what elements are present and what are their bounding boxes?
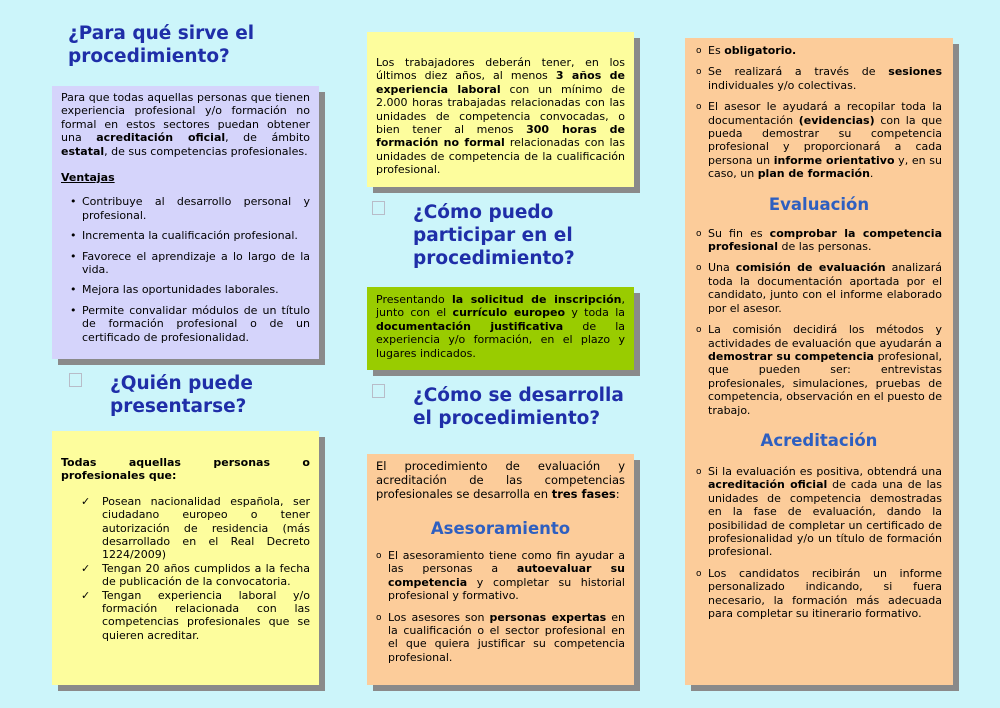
requisito-item: ✓ Tengan 20 años cumplidos a la fecha de publicación de la convocatoria. xyxy=(81,561,310,589)
heading-como-desarrolla: ¿Cómo se desarrolla el procedimiento? xyxy=(413,385,624,429)
evaluacion-list xyxy=(696,227,942,417)
box-quien-puede xyxy=(52,431,319,685)
box-fases xyxy=(367,454,634,685)
checkbox-como-participar-icon xyxy=(372,201,385,215)
asesoramiento-title: Asesoramiento xyxy=(430,519,571,538)
ventaja-item: • Incrementa la cualificación profesional. xyxy=(61,229,310,242)
asesoramiento-detalle-list xyxy=(696,44,942,181)
ventaja-item: • Favorece el aprendizaje a lo largo de la vida. xyxy=(61,250,310,277)
asesoramiento-detalle-item: o El asesor le ayudará a recopilar toda la documentación (evidencias) con la que pueda demostrar su competencia profesional y proporcionará a cada persona un informe orientativo y, en su caso, un plan de formación. xyxy=(696,100,942,180)
acreditacion-item: o Los candidatos recibirán un informe personalizado indicando, si fuera necesario, la formación más adecuada para completar su itinerario formativo. xyxy=(696,567,942,621)
asesoramiento-item: o El asesoramiento tiene como fin ayudar a las personas a autoevaluar su competencia y completar su historial profesional y formativo. xyxy=(376,549,625,603)
asesoramiento-detalle-item: o Es obligatorio. xyxy=(696,44,942,57)
acreditacion-title: Acreditación xyxy=(760,430,878,450)
ventaja-item: • Permite convalidar módulos de un título de formación profesional o de un certificado de profesionalidad. xyxy=(61,304,310,344)
heading-como-participar: ¿Cómo puedo participar en el procedimiento? xyxy=(413,202,575,269)
asesoramiento-item: o Los asesores son personas expertas en la cualificación o el sector profesional en el que quiera justificar su competencia profesional. xyxy=(376,611,625,665)
box-fases-detalle xyxy=(685,38,953,685)
evaluacion-item: o Una comisión de evaluación analizará toda la documentación aportada por el candidato, junto con el informe elaborado por el asesor. xyxy=(696,261,942,315)
box-para-que-sirve xyxy=(52,86,319,359)
para-que-intro: Para que todas aquellas personas que tienen experiencia profesional y/o formación no formal en estos sectores puedan obtener una acreditación oficial, de ámbito estatal, de sus competencias profesionales. xyxy=(61,91,311,158)
heading-para-que-sirve: ¿Para qué sirve el procedimiento? xyxy=(68,23,255,67)
check-icon: ✓ xyxy=(81,561,91,575)
box-como-participar xyxy=(367,287,634,370)
quien-intro: Todas aquellas personas o profesionales que: xyxy=(61,456,310,483)
box-requisitos-experiencia xyxy=(367,32,634,187)
checkbox-como-desarrolla-icon xyxy=(372,384,385,398)
requisitos-list xyxy=(61,495,310,642)
asesoramiento-list xyxy=(376,549,625,664)
ventaja-item: • Contribuye al desarrollo personal y profesional. xyxy=(61,195,310,222)
acreditacion-list xyxy=(696,465,942,620)
asesoramiento-detalle-item: o Se realizará a través de sesiones individuales y/o colectivas. xyxy=(696,65,942,92)
requisito-item: ✓ Posean nacionalidad española, ser ciudadano europeo o tener autorización de residencia (más desarrollado en el Real Decreto 1224/2009) xyxy=(81,494,310,562)
requisitos-experiencia-text: Los trabajadores deberán tener, en los últimos diez años, al menos 3 años de experiencia laboral con un mínimo de 2.000 horas trabajadas relacionadas con las unidades de competencia convocadas, o bien tener al menos 300 horas de formación no formal relacionadas con las unidades de competencia de la cualificación profesional. xyxy=(376,56,625,177)
evaluacion-title: Evaluación xyxy=(768,194,870,214)
check-icon: ✓ xyxy=(81,494,91,508)
requisito-item: ✓ Tengan experiencia laboral y/o formación relacionada con las competencias profesionales que se quieren acreditar. xyxy=(81,588,310,642)
como-participar-text: Presentando la solicitud de inscripción, junto con el currículo europeo y toda la documentación justificativa de la experiencia y/o formación, en el plazo y lugares indicados. xyxy=(376,293,626,360)
evaluacion-item: o La comisión decidirá los métodos y actividades de evaluación que ayudarán a demostrar su competencia profesional, que pueden ser: entrevistas profesionales, simulaciones, pruebas de competencia, observación en el puesto de trabajo. xyxy=(696,323,942,417)
ventajas-title: Ventajas xyxy=(61,171,115,185)
ventaja-item: • Mejora las oportunidades laborales. xyxy=(61,283,310,296)
heading-quien-puede: ¿Quién puede presentarse? xyxy=(110,373,253,417)
ventajas-list xyxy=(61,195,310,344)
checkbox-quien-icon xyxy=(69,373,82,387)
check-icon: ✓ xyxy=(81,588,91,602)
fases-intro: El procedimiento de evaluación y acreditación de las competencias profesionales se desarrolla en tres fases: xyxy=(376,459,625,501)
evaluacion-item: o Su fin es comprobar la competencia profesional de las personas. xyxy=(696,227,942,254)
acreditacion-item: o Si la evaluación es positiva, obtendrá una acreditación oficial de cada una de las unidades de competencia demostradas en la fase de evaluación, dando la posibilidad de completar un certificado de profesionalidad y/o un título de formación profesional. xyxy=(696,465,942,559)
